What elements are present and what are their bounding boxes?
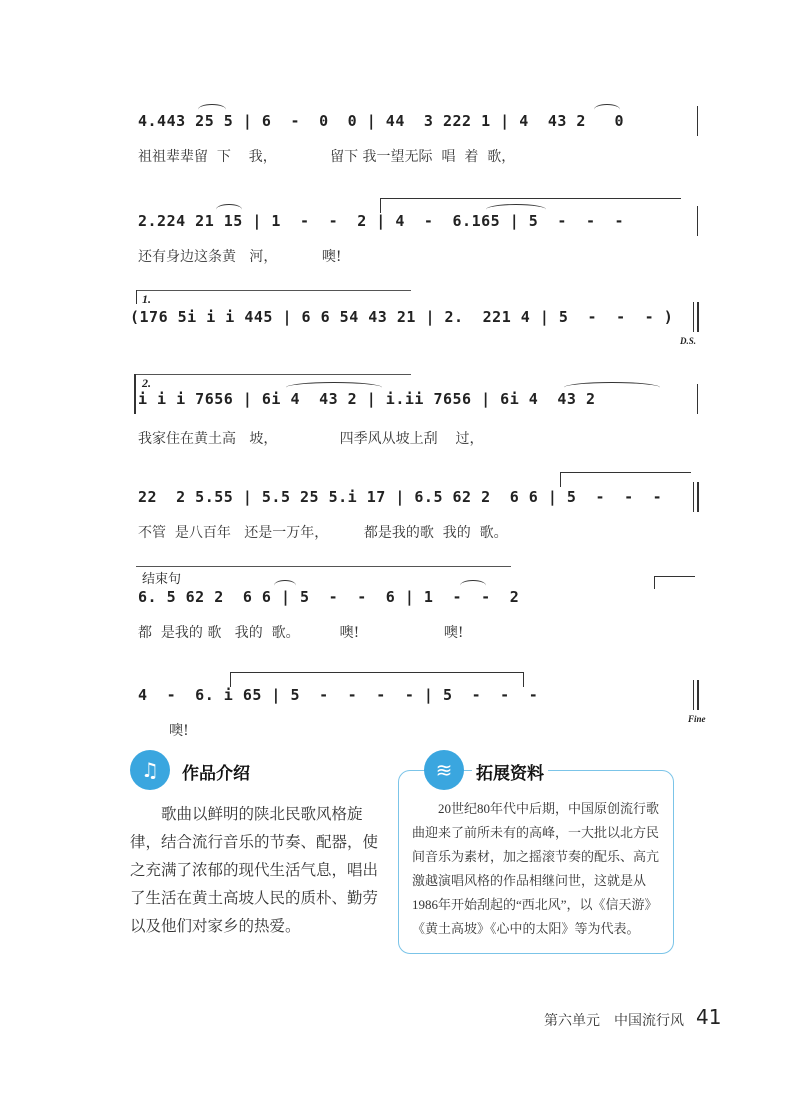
lyrics: 都 是我的 歌 我的 歌。 噢! 噢! — [138, 625, 464, 641]
notes: 4 - 6. i 65 | 5 - - - - | 5 - - - — [138, 686, 539, 704]
notes: (176 5i i i 445 | 6 6 54 43 21 | 2. 221 4 | 5 - - - ) — [130, 308, 674, 326]
footer-chapter: 中国流行风 — [614, 1013, 684, 1029]
lyrics: 还有身边这条黄 河， 噢! — [138, 249, 342, 265]
notes: 22 2 5.55 | 5.5 25 5.i 17 | 6.5 62 2 6 6 | 5 - - - — [138, 488, 663, 506]
notes: i i i 7656 | 6i 4 43 2 | i.ii 7656 | 6i 4 43 2 — [138, 390, 596, 408]
lyrics: 祖祖辈辈留 下 我， 留下 我一望无际 唱 着 歌， — [138, 149, 516, 165]
music-note-icon: ♫ — [130, 750, 170, 790]
lyrics: 噢! — [138, 723, 189, 739]
extension-title: 拓展资料 — [472, 759, 548, 784]
lyrics: 不管 是八百年 还是一万年， 都是我的歌 我的 歌。 — [138, 525, 508, 541]
volta-1: 1. — [142, 292, 151, 306]
notes: 6. 5 62 2 6 6 | 5 - - 6 | 1 - - 2 — [138, 588, 520, 606]
coda-label: 结束句 — [142, 572, 182, 587]
ds-mark: D.S. — [680, 336, 697, 346]
footer-unit: 第六单元 — [544, 1013, 600, 1029]
volta-2: 2. — [142, 376, 151, 390]
extension-text: 20世纪80年代中后期，中国原创流行歌曲迎来了前所未有的高峰，一大批以北方民间音乐为素材，加之摇滚节奏的配乐、高亢激越演唱风格的作品相继问世，这就是从1986年开始刮起的“西北风”，以《信天游》《黄土高坡》《心中的太阳》等为代表。 — [412, 801, 660, 936]
stack-icon: ≋ — [424, 750, 464, 790]
fine-mark: Fine — [688, 714, 706, 724]
lyrics: 我家住在黄土高 坡， 四季风从坡上刮 过， — [138, 431, 484, 447]
notes: 4.443 25 5 | 6 - 0 0 | 44 3 222 1 | 4 43 2 0 — [138, 112, 625, 130]
intro-text: 歌曲以鲜明的陕北民歌风格旋律，结合流行音乐的节奏、配器，使之充满了浓郁的现代生活气息，唱出了生活在黄土高坡人民的质朴、勤劳以及他们对家乡的热爱。 — [130, 805, 379, 935]
page-number: 41 — [696, 1005, 722, 1029]
notes: 2.224 21 15 | 1 - - 2 | 4 - 6.165 | 5 - - - — [138, 212, 625, 230]
intro-title: 作品介绍 — [182, 764, 250, 784]
